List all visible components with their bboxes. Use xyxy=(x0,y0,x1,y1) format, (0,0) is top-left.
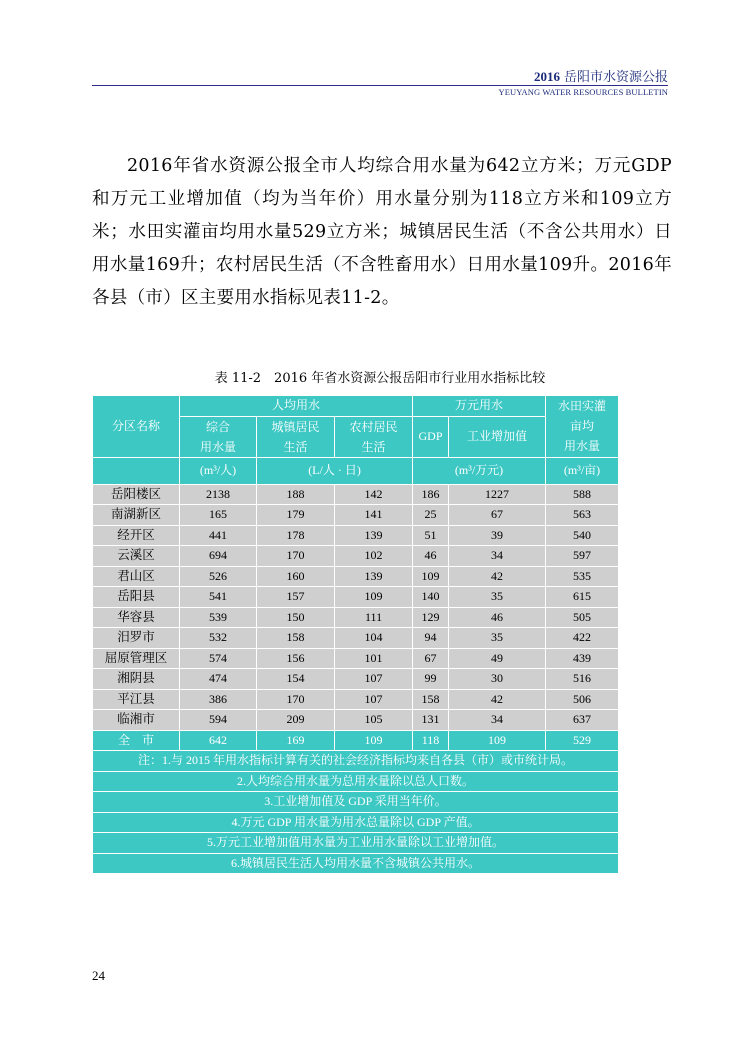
value-cell: 30 xyxy=(449,669,546,690)
table-caption: 表 11-2 2016 年省水资源公报岳阳市行业用水指标比较 xyxy=(214,371,546,386)
value-cell: 505 xyxy=(546,607,619,628)
header-composite-line2: 用水量 xyxy=(199,439,236,454)
value-cell: 141 xyxy=(335,505,413,526)
note-row xyxy=(93,771,619,792)
value-cell: 101 xyxy=(335,648,413,669)
region-name: 临湘市 xyxy=(93,710,180,731)
region-name: 岳阳楼区 xyxy=(93,484,180,505)
value-cell: 131 xyxy=(413,710,449,731)
region-name: 湘阴县 xyxy=(93,669,180,690)
value-cell: 506 xyxy=(546,689,619,710)
header-paddy xyxy=(546,396,619,458)
value-cell: 67 xyxy=(413,648,449,669)
value-cell: 170 xyxy=(257,546,335,567)
header-composite-line1: 综合 xyxy=(205,419,230,434)
value-cell: 35 xyxy=(449,628,546,649)
header-per-capita: 人均用水 xyxy=(180,396,413,417)
region-name: 屈原管理区 xyxy=(93,648,180,669)
value-cell: 539 xyxy=(180,607,257,628)
table-note: 4.万元 GDP 用水量为用水总量除以 GDP 产值。 xyxy=(93,812,619,833)
region-name: 全 市 xyxy=(93,730,180,751)
value-cell: 563 xyxy=(546,505,619,526)
region-name: 经开区 xyxy=(93,525,180,546)
value-cell: 535 xyxy=(546,566,619,587)
table-note: 6.城镇居民生活人均用水量不含城镇公共用水。 xyxy=(93,853,619,874)
table-note: 2.人均综合用水量为总用水量除以总人口数。 xyxy=(93,771,619,792)
header-per-wanyuan: 万元用水 xyxy=(413,396,546,417)
header-rural-line1: 农村居民 xyxy=(349,419,398,434)
value-cell: 109 xyxy=(335,587,413,608)
header-rural-line2: 生活 xyxy=(361,439,386,454)
table-note: 注：1.与 2015 年用水指标计算有关的社会经济指标均来自各县（市）或市统计局。 xyxy=(93,751,619,772)
value-cell: 109 xyxy=(449,730,546,751)
value-cell: 129 xyxy=(413,607,449,628)
value-cell: 42 xyxy=(449,566,546,587)
body-paragraph-block xyxy=(92,150,672,315)
value-cell: 474 xyxy=(180,669,257,690)
note-row xyxy=(93,853,619,874)
value-cell: 158 xyxy=(257,628,335,649)
value-cell: 67 xyxy=(449,505,546,526)
value-cell: 51 xyxy=(413,525,449,546)
value-cell: 532 xyxy=(180,628,257,649)
header-industry: 工业增加值 xyxy=(449,416,546,457)
value-cell: 541 xyxy=(180,587,257,608)
value-cell: 25 xyxy=(413,505,449,526)
table-note: 5.万元工业增加值用水量为工业用水量除以工业增加值。 xyxy=(93,833,619,854)
value-cell: 642 xyxy=(180,730,257,751)
value-cell: 597 xyxy=(546,546,619,567)
value-cell: 694 xyxy=(180,546,257,567)
value-cell: 34 xyxy=(449,710,546,731)
header-region: 分区名称 xyxy=(93,396,180,458)
value-cell: 170 xyxy=(257,689,335,710)
value-cell: 439 xyxy=(546,648,619,669)
value-cell: 386 xyxy=(180,689,257,710)
table-row xyxy=(93,710,619,731)
value-cell: 179 xyxy=(257,505,335,526)
region-name: 南湖新区 xyxy=(93,505,180,526)
value-cell: 156 xyxy=(257,648,335,669)
value-cell: 94 xyxy=(413,628,449,649)
value-cell: 142 xyxy=(335,484,413,505)
note-row xyxy=(93,833,619,854)
value-cell: 104 xyxy=(335,628,413,649)
unit-blank xyxy=(93,457,180,484)
table-row xyxy=(93,628,619,649)
header-composite xyxy=(180,416,257,457)
value-cell: 529 xyxy=(546,730,619,751)
value-cell: 2138 xyxy=(180,484,257,505)
header-rule xyxy=(92,85,668,86)
value-cell: 109 xyxy=(413,566,449,587)
header-rural xyxy=(335,416,413,457)
value-cell: 588 xyxy=(546,484,619,505)
value-cell: 46 xyxy=(413,546,449,567)
value-cell: 107 xyxy=(335,669,413,690)
note-row xyxy=(93,792,619,813)
value-cell: 157 xyxy=(257,587,335,608)
unit-daily: (L/人 · 日) xyxy=(257,457,413,484)
value-cell: 118 xyxy=(413,730,449,751)
unit-wanyuan: (m³/万元) xyxy=(413,457,546,484)
value-cell: 109 xyxy=(335,730,413,751)
value-cell: 154 xyxy=(257,669,335,690)
header-urban xyxy=(257,416,335,457)
unit-row xyxy=(93,457,619,484)
value-cell: 107 xyxy=(335,689,413,710)
value-cell: 441 xyxy=(180,525,257,546)
header-title xyxy=(534,66,668,85)
header-row-1 xyxy=(93,396,619,417)
region-name: 云溪区 xyxy=(93,546,180,567)
region-name: 汨罗市 xyxy=(93,628,180,649)
value-cell: 574 xyxy=(180,648,257,669)
value-cell: 102 xyxy=(335,546,413,567)
table-row xyxy=(93,566,619,587)
value-cell: 46 xyxy=(449,607,546,628)
value-cell: 42 xyxy=(449,689,546,710)
table-row xyxy=(93,525,619,546)
body-paragraph: 2016年省水资源公报全市人均综合用水量为642立方米；万元GDP和万元工业增加值（均为当年价）用水量分别为118立方米和109立方米；水田实灌亩均用水量529立方米；城镇居民生活（不含公共用水）日用水量169升；农村居民生活（不含牲畜用水）日用水量109升。2016年各县（市）区主要用水指标见表11-2。 xyxy=(92,156,672,308)
header-subtitle: YEUYANG WATER RESOURCES BULLETIN xyxy=(498,87,668,97)
table-row xyxy=(93,648,619,669)
value-cell: 150 xyxy=(257,607,335,628)
value-cell: 158 xyxy=(413,689,449,710)
value-cell: 178 xyxy=(257,525,335,546)
note-row xyxy=(93,751,619,772)
page-number: 24 xyxy=(92,968,105,983)
value-cell: 188 xyxy=(257,484,335,505)
table-row xyxy=(93,689,619,710)
header-title-text: 岳阳市水资源公报 xyxy=(563,70,668,85)
value-cell: 35 xyxy=(449,587,546,608)
header-paddy-line2: 亩均 xyxy=(570,419,595,434)
table-row xyxy=(93,505,619,526)
table-row xyxy=(93,587,619,608)
table-note: 3.工业增加值及 GDP 采用当年价。 xyxy=(93,792,619,813)
value-cell: 139 xyxy=(335,525,413,546)
value-cell: 637 xyxy=(546,710,619,731)
value-cell: 186 xyxy=(413,484,449,505)
header-urban-line1: 城镇居民 xyxy=(271,419,320,434)
region-name: 平江县 xyxy=(93,689,180,710)
value-cell: 105 xyxy=(335,710,413,731)
region-name: 岳阳县 xyxy=(93,587,180,608)
table-row xyxy=(93,484,619,505)
header-gdp: GDP xyxy=(413,416,449,457)
value-cell: 49 xyxy=(449,648,546,669)
table-row xyxy=(93,669,619,690)
value-cell: 139 xyxy=(335,566,413,587)
value-cell: 34 xyxy=(449,546,546,567)
header-paddy-line3: 用水量 xyxy=(564,439,601,454)
region-name: 君山区 xyxy=(93,566,180,587)
unit-composite: (m³/人) xyxy=(180,457,257,484)
value-cell: 1227 xyxy=(449,484,546,505)
value-cell: 516 xyxy=(546,669,619,690)
value-cell: 209 xyxy=(257,710,335,731)
header-paddy-line1: 水田实灌 xyxy=(558,399,607,414)
value-cell: 140 xyxy=(413,587,449,608)
value-cell: 39 xyxy=(449,525,546,546)
value-cell: 111 xyxy=(335,607,413,628)
note-row xyxy=(93,812,619,833)
value-cell: 540 xyxy=(546,525,619,546)
value-cell: 99 xyxy=(413,669,449,690)
value-cell: 594 xyxy=(180,710,257,731)
header-year: 2016 xyxy=(533,69,560,84)
value-cell: 422 xyxy=(546,628,619,649)
value-cell: 165 xyxy=(180,505,257,526)
total-row xyxy=(93,730,619,751)
value-cell: 169 xyxy=(257,730,335,751)
value-cell: 160 xyxy=(257,566,335,587)
unit-paddy: (m³/亩) xyxy=(546,457,619,484)
value-cell: 526 xyxy=(180,566,257,587)
table-row xyxy=(93,546,619,567)
header-urban-line2: 生活 xyxy=(283,439,308,454)
region-name: 华容县 xyxy=(93,607,180,628)
water-use-table xyxy=(92,395,619,874)
table-row xyxy=(93,607,619,628)
value-cell: 615 xyxy=(546,587,619,608)
